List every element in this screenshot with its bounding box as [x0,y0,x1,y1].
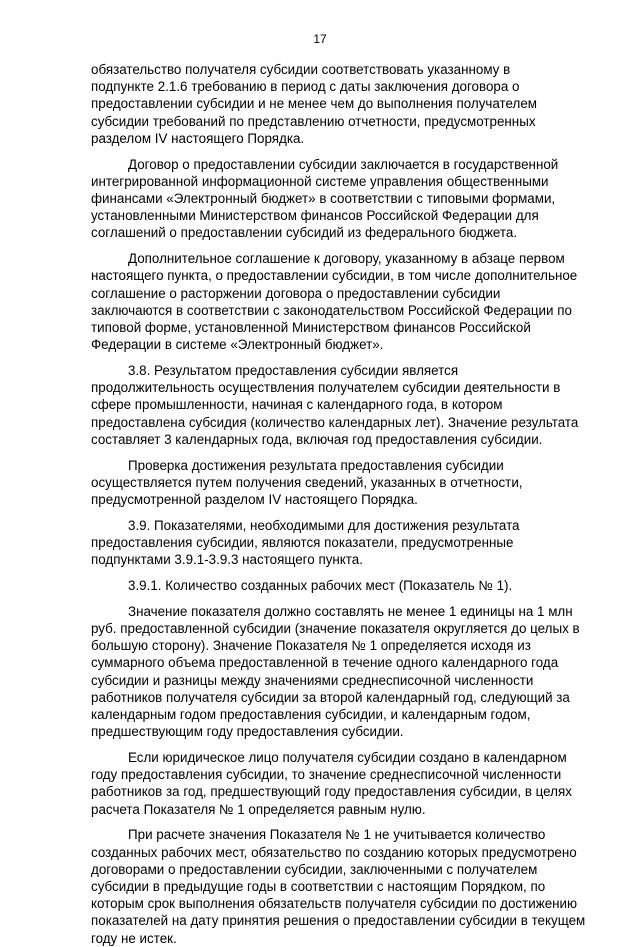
paragraph-obligation-continuation: обязательство получателя субсидии соответствовать указанному в подпункте 2.1.6 требованию в период с даты заключения договора о предоставлении субсидии и не менее чем до выполнения получателем субсидии требований по представлению отчетности, предусмотренных разделом IV настоящего Порядка. [91,62,538,146]
paragraph-result-verification: Проверка достижения результата предоставления субсидии осуществляется путем получения сведений, указанных в отчетности, предусмотренной разделом IV настоящего Порядка. [91,457,523,508]
page-number: 17 [313,32,327,46]
paragraph-new-legal-entity: Если юридическое лицо получателя субсидии создано в календарном году предоставления субсидии, то значение среднесписочной численности работников за год, предшествующий году предоставления субсидии, в целях расчета Показателя № 1 определяется равным нулю. [91,750,572,817]
document-body [91,61,610,947]
paragraph-additional-agreement: Дополнительное соглашение к договору, указанному в абзаце первом настоящего пункта, о предоставлении субсидии, в том числе дополнительное соглашение о расторжении договора о предоставлении субсидии заключаются в соответствии с законодательством Российской Федерации по типовой форме, установленной Министерством финансов Российской Федерации в системе «Электронный бюджет». [91,251,578,353]
paragraph-indicator-value: Значение показателя должно составлять не менее 1 единицы на 1 млн руб. предоставленной субсидии (значение показателя округляется до целых в большую сторону). Значение Показателя № 1 определяется исходя из суммарного объема предоставленной в течение одного календарного года субсидии и разницы между значениями среднесписочной численности работников получателя субсидии за второй календарный год, следующий за календарным годом предоставления субсидии, и календарным годом, предшествующим году предоставления субсидии. [91,603,580,740]
paragraph-3-8-result: 3.8. Результатом предоставления субсидии является продолжительность осуществления получателем субсидии деятельности в сфере промышленности, начиная с календарного года, в котором предоставлена субсидия (количество календарных лет). Значение результата составляет 3 календарных года, включая год предоставления субсидии. [91,363,579,447]
paragraph-calculation-exclusion: При расчете значения Показателя № 1 не учитывается количество созданных рабочих мест, обязательство по созданию которых предусмотрено договорами о предоставлении субсидии, заключенными с получателем субсидии в предыдущие годы в соответствии с настоящим Порядком, по которым срок выполнения обязательств получателя субсидии по достижению показателей на дату принятия решения о предоставлении субсидии в текущем году не истек. [91,827,586,946]
paragraph-3-9-indicators: 3.9. Показателями, необходимыми для достижения результата предоставления субсидии, являются показатели, предусмотренные подпунктами 3.9.1-3.9.3 настоящего пункта. [91,517,520,568]
paragraph-agreement-conclusion: Договор о предоставлении субсидии заключается в государственной интегрированной информационной системе управления общественными финансами «Электронный бюджет» в соответствии с типовыми формами, установленными Министерством финансов Российской Федерации для соглашений о предоставлении субсидий из федерального бюджета. [91,156,559,241]
paragraph-3-9-1-heading: 3.9.1. Количество созданных рабочих мест (Показатель № 1). [128,578,513,594]
